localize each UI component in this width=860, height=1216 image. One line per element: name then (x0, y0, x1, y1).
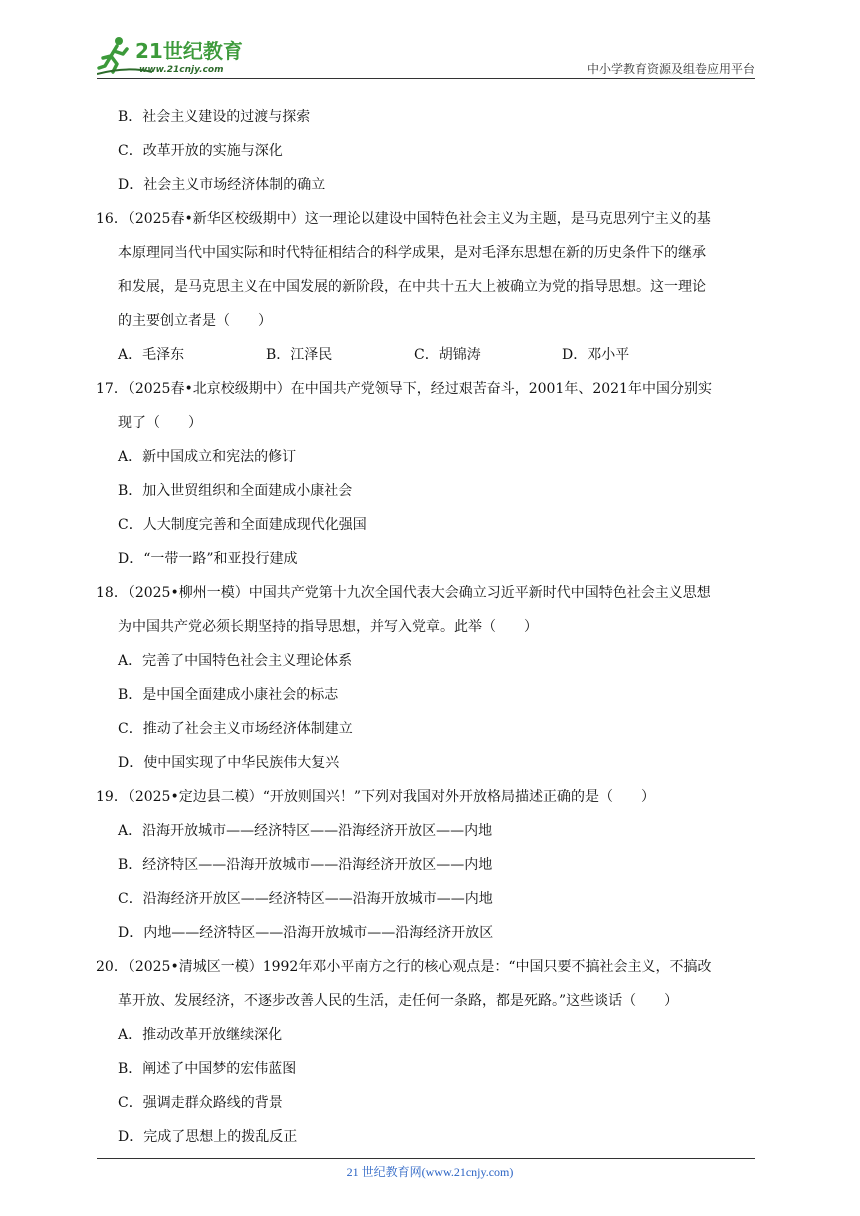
option: D．邓小平 (562, 347, 630, 363)
question-stem: 现了（ ） (118, 415, 202, 431)
option: B．江泽民 (266, 347, 333, 363)
option: A．完善了中国特色社会主义理论体系 (118, 653, 353, 669)
option: D．内地——经济特区——沿海开放城市——沿海经济开放区 (118, 925, 494, 941)
header-divider (97, 78, 755, 79)
option: B．阐述了中国梦的宏伟蓝图 (118, 1061, 297, 1077)
question-stem: 17．（2025春•北京校级期中）在中国共产党领导下，经过艰苦奋斗，2001年、2021年中国分别实 (96, 381, 712, 397)
question-18 (96, 576, 768, 780)
question-stem: 16．（2025春•新华区校级期中）这一理论以建设中国特色社会主义为主题，是马克思列宁主义的基 (96, 211, 711, 227)
question-stem: 19．（2025•定边县二模）“开放则国兴！”下列对我国对外开放格局描述正确的是（ ） (96, 789, 656, 805)
option: C．改革开放的实施与深化 (118, 143, 283, 159)
options-row (118, 338, 768, 372)
question-stem: 本原理同当代中国实际和时代特征相结合的科学成果，是对毛泽东思想在新的历史条件下的继承 (118, 245, 706, 261)
option: B．社会主义建设的过渡与探索 (118, 109, 311, 125)
option: A．毛泽东 (118, 347, 185, 363)
logo-text: 21世纪教育 (135, 39, 243, 63)
question-stem: 革开放、发展经济，不逐步改善人民的生活，走任何一条路，都是死路。”这些谈话（ ） (118, 993, 679, 1009)
question-stem: 的主要创立者是（ ） (118, 313, 272, 329)
question-stem: 18．（2025•柳州一模）中国共产党第十九次全国代表大会确立习近平新时代中国特色社会主义思想 (96, 585, 711, 601)
option: B．是中国全面建成小康社会的标志 (118, 687, 339, 703)
page-header (97, 30, 755, 80)
question-stem: 和发展，是马克思主义在中国发展的新阶段，在中共十五大上被确立为党的指导思想。这一理论 (118, 279, 706, 295)
option: B．加入世贸组织和全面建成小康社会 (118, 483, 353, 499)
option: C．推动了社会主义市场经济体制建立 (118, 721, 353, 737)
option: A．推动改革开放继续深化 (118, 1027, 283, 1043)
question-content (96, 100, 768, 1154)
question-19 (96, 780, 768, 950)
option: D．使中国实现了中华民族伟大复兴 (118, 755, 340, 771)
question-20 (96, 950, 768, 1154)
option: C．人大制度完善和全面建成现代化强国 (118, 517, 367, 533)
option: C．胡锦涛 (414, 347, 481, 363)
option: D．“一带一路”和亚投行建成 (118, 551, 298, 567)
option: A．沿海开放城市——经济特区——沿海经济开放区——内地 (118, 823, 493, 839)
footer-divider (97, 1158, 755, 1159)
question-stem: 20．（2025•清城区一模）1992年邓小平南方之行的核心观点是：“中国只要不搞社会主义，不搞改 (96, 959, 712, 975)
logo-url: www.21cnjy.com (139, 65, 224, 75)
option: A．新中国成立和宪法的修订 (118, 449, 297, 465)
option: C．强调走群众路线的背景 (118, 1095, 283, 1111)
question-stem: 为中国共产党必须长期坚持的指导思想，并写入党章。此举（ ） (118, 619, 538, 635)
option: D．完成了思想上的拨乱反正 (118, 1129, 298, 1145)
question-16 (96, 202, 768, 372)
footer-link[interactable]: 21 世纪教育网(www.21cnjy.com) (346, 1165, 514, 1179)
prev-question-options (118, 100, 768, 202)
option: D．社会主义市场经济体制的确立 (118, 177, 326, 193)
logo-21cnjy (97, 34, 262, 78)
option: B．经济特区——沿海开放城市——沿海经济开放区——内地 (118, 857, 493, 873)
question-17 (96, 372, 768, 576)
platform-name: 中小学教育资源及组卷应用平台 (586, 62, 755, 76)
option: C．沿海经济开放区——经济特区——沿海开放城市——内地 (118, 891, 493, 907)
